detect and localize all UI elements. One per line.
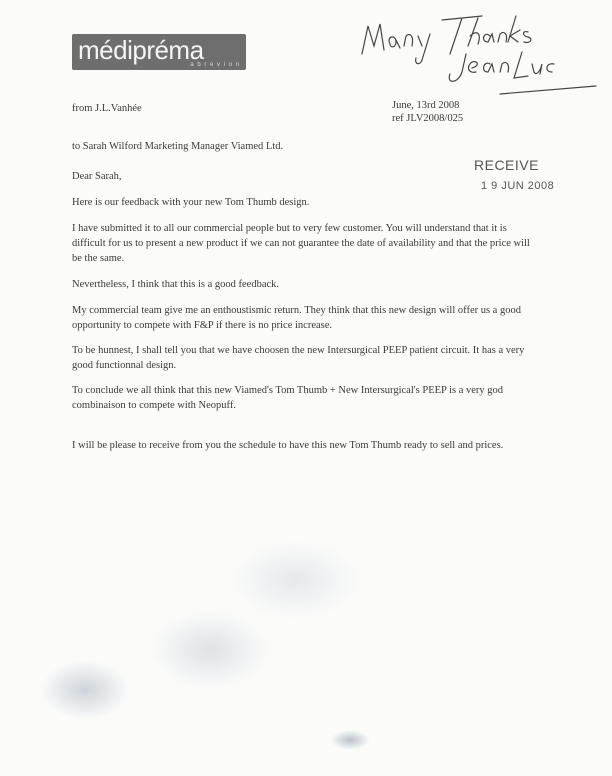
letter-date: June, 13rd 2008	[392, 100, 460, 111]
scan-smudge	[150, 610, 270, 690]
paragraph-intro: Here is our feedback with your new Tom Thumb design.	[72, 197, 310, 208]
scan-smudge	[230, 540, 360, 620]
logo-tagline: a b r e v i o n	[190, 62, 240, 68]
scan-smudge	[330, 730, 370, 750]
paragraph-feedback: Nevertheless, I think that this is a good feedback.	[72, 279, 280, 290]
handwritten-note	[350, 6, 610, 106]
paragraph-commercial-team: My commercial team give me an enthoustismic return. They think that this new design will offer us a good opportunity to compete with F&P if there is no price increase.	[72, 305, 521, 331]
logo-name: médipréma	[78, 35, 204, 65]
scan-smudge	[40, 660, 130, 720]
paragraph-submission: I have submitted it to all our commercial people but to very few customer. You will understand that it is difficult for us to present a new product if we can not guarantee the date of availability and that the price will be the same.	[72, 223, 530, 264]
salutation: Dear Sarah,	[72, 171, 122, 182]
paragraph-peep-circuit: To be hunnest, I shall tell you that we have choosen the new Intersurgical PEEP patient circuit. It has a very good functionnal design.	[72, 345, 525, 371]
handwritten-signature	[350, 6, 610, 106]
company-logo	[72, 34, 246, 70]
received-stamp: RECEIVE	[474, 157, 539, 173]
recipient-line: to Sarah Wilford Marketing Manager Viamed Ltd.	[72, 141, 284, 152]
letter-reference: ref JLV2008/025	[392, 113, 464, 124]
sender-line: from J.L.Vanhée	[72, 103, 142, 114]
paragraph-conclusion: To conclude we all think that this new Viamed's Tom Thumb + New Intersurgical's PEEP is a very god combinaison to compete with Neopuff.	[72, 385, 504, 411]
paragraph-schedule-request: I will be please to receive from you the schedule to have this new Tom Thumb ready to sell and prices.	[72, 440, 504, 451]
received-stamp-date: 1 9 JUN 2008	[481, 180, 555, 192]
